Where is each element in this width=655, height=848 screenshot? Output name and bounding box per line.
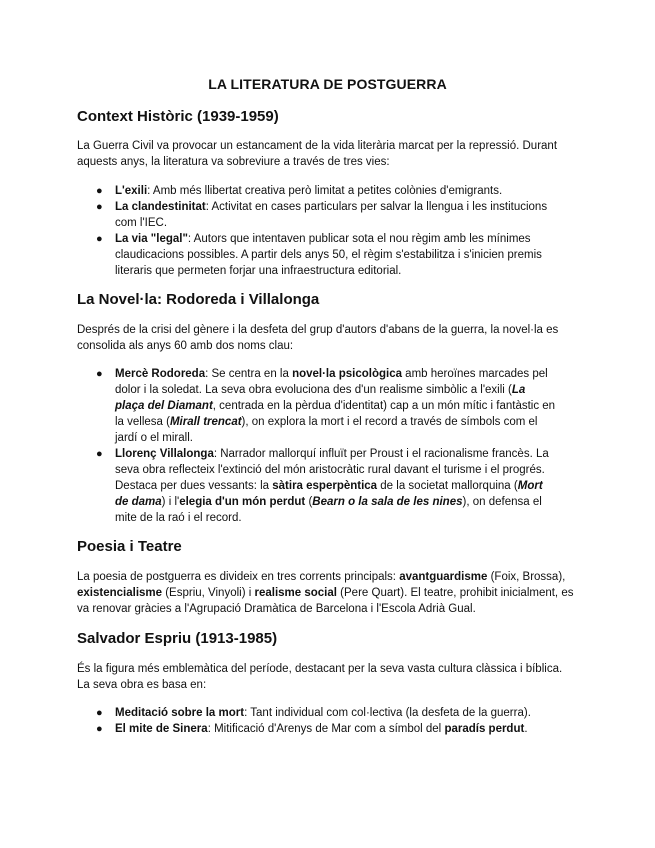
list-item: ● La via "legal": Autors que intentaven publicar sota el nou règim amb les mínimes claudicacions possibles. A partir dels anys 50, el règim s'estabilitza i s'inicien premis literaris que permeten forjar una infraestructura editorial. [96,233,542,277]
bullet-icon: ● [96,723,103,735]
list-item: ● La clandestinitat: Activitat en cases particulars per salvar la llengua i les institucions com l'IEC. [96,201,548,229]
context-list [77,183,557,279]
section-heading-espriu: Salvador Espriu (1913-1985) [77,630,278,647]
bullet-icon: ● [96,707,103,719]
novella-list [77,366,557,526]
bullet-icon: ● [96,201,103,213]
list-item: ● Meditació sobre la mort: Tant individual com col·lectiva (la desfeta de la guerra). [96,707,531,719]
list-item: ● Mercè Rodoreda: Se centra en la novel·la psicològica amb heroïnes marcades pel dolor i la soledat. La seva obra evoluciona des d'un realisme simbòlic a l'exili (La plaça del Diamant, centrada en la pèrdua d'identitat) cap a un món mític i fantàstic en la vellesa (Mirall trencat), on explora la mort i el record a través de símbols com el jardí o el mirall. [96,368,556,444]
section-heading-context: Context Històric (1939-1959) [77,108,279,125]
bullet-icon: ● [96,368,103,380]
bullet-icon: ● [96,448,103,460]
bullet-icon: ● [96,185,103,197]
espriu-intro: És la figura més emblemàtica del període, destacant per la seva vasta cultura clàssica i bíblica. La seva obra es basa en: [77,663,563,691]
novella-intro: Després de la crisi del gènere i la desfeta del grup d'autors d'abans de la guerra, la novel·la es consolida als anys 60 amb dos noms clau: [77,324,559,352]
section-heading-poesia: Poesia i Teatre [77,538,182,555]
document-title: LA LITERATURA DE POSTGUERRA [208,76,447,92]
section-heading-novella: La Novel·la: Rodoreda i Villalonga [77,291,320,308]
list-item: ● Llorenç Villalonga: Narrador mallorquí influït per Proust i el racionalisme francès. La seva obra reflecteix l'extinció del món aristocràtic rural davant el turisme i el progrés. Destaca per dues vessants: la sàtira esperpèntica de la societat mallorquina (Mort de dama) i l'elegia d'un món perdut (Bearn o la sala de les nines), on defensa el mite de la raó i el record. [96,448,549,524]
poesia-paragraph: La poesia de postguerra es divideix en tres corrents principals: avantguardisme (Foix, Brossa), existencialisme (Espriu, Vinyoli) i realisme social (Pere Quart). El teatre, prohibit inicialment, es va renovar gràcies a l'Agrupació Dramàtica de Barcelona i l'Escola Adrià Gual. [77,571,574,615]
list-item: ● El mite de Sinera: Mitificació d'Arenys de Mar com a símbol del paradís perdut. [96,723,528,735]
context-intro: La Guerra Civil va provocar un estancament de la vida literària marcat per la repressió. Durant aquests anys, la literatura va sobreviure a través de tres vies: [77,140,558,168]
espriu-list [77,705,557,737]
bullet-icon: ● [96,233,103,245]
list-item: ● L'exili: Amb més llibertat creativa però limitat a petites colònies d'emigrants. [96,185,503,197]
